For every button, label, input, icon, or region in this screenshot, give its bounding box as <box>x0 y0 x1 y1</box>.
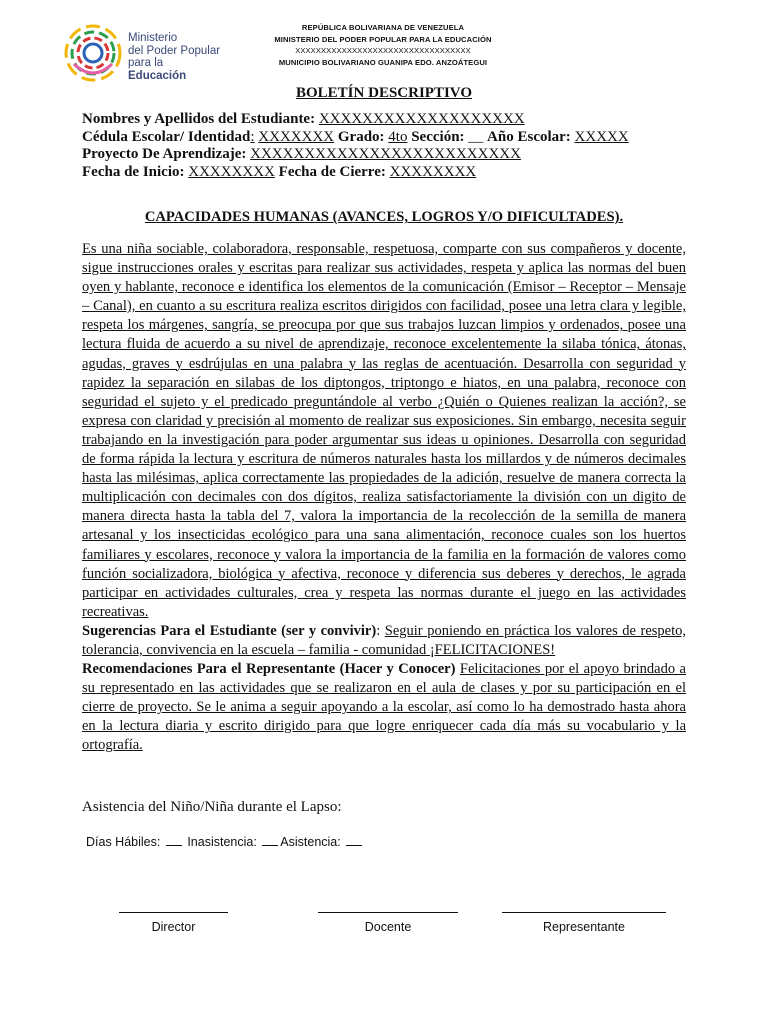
suggestions-label: Sugerencias Para el Estudiante (ser y convivir) <box>82 622 377 639</box>
capacities-title: CAPACIDADES HUMANAS (AVANCES, LOGROS Y/O DIFICULTADES). <box>144 209 624 225</box>
report-body <box>82 240 686 756</box>
ministry-logo-icon <box>64 24 122 82</box>
grade-label: Grado: <box>337 128 385 145</box>
working-days-blank <box>166 833 182 846</box>
dates-row <box>82 164 702 182</box>
page-title: BOLETÍN DESCRIPTIVO <box>296 85 472 101</box>
end-date-label: Fecha de Cierre: <box>278 163 386 180</box>
attendance-count-label: Asistencia: <box>280 835 341 849</box>
project-row <box>82 146 702 164</box>
header-country: REPÚBLICA BOLIVARIANA DE VENEZUELA <box>301 23 465 32</box>
representative-signature-line <box>502 912 666 913</box>
recommendations-text: Felicitaciones por el apoyo brindado a su representado en las actividades que se realizaron en el aula de clases y por su participación en el cierre de proyecto. Se le anima a seguir apoyando a la escolar, así como lo ha demostrado hasta ahora en la lectura diaria y escrito dirigido para que logre enriquecer cada día más su vocabulario y la ortografía. <box>82 661 686 754</box>
project-label: Proyecto De Aprendizaje: <box>82 146 247 162</box>
suggestions-text: Seguir poniendo en práctica los valores de respeto, tolerancia, convivencia en la escuela – familia - comunidad ¡FELICITACIONES! <box>82 622 686 658</box>
end-date-value: XXXXXXXX <box>389 163 477 180</box>
student-id-label: Cédula Escolar/ Identidad <box>82 128 251 145</box>
school-year-value: XXXXX <box>574 128 629 145</box>
header-municipality: MUNICIPIO BOLIVARIANO GUANIPA EDO. ANZOÁTEGUI <box>278 57 488 67</box>
ministry-logo-text <box>128 32 224 82</box>
start-date-value: XXXXXXXX <box>188 163 275 180</box>
working-days-label: Días Hábiles: <box>86 835 161 849</box>
logo-line-3a: para la <box>128 57 164 69</box>
attendance-row <box>86 833 364 849</box>
logo-line-3b: Educación <box>128 69 187 82</box>
header-ministry: MINISTERIO DEL PODER POPULAR PARA LA EDUCACIÓN <box>274 34 492 44</box>
section-label: Sección: <box>411 128 465 145</box>
capacities-text: Es una niña sociable, colaboradora, responsable, respetuosa, comparte con sus compañeros y docente, sigue instrucciones orales y escritas para realizar sus actividades, respeta y aplica las normas del buen oyen y hablante, reconoce e identifica los elementos de la comunicación (Emisor – Receptor – Mensaje – Canal), en cuanto a su escritura realiza escritos dirigidos con facilidad, posee una letra clara y legible, respeta los márgenes, sangría, se preocupa por que sus trabajos luzcan limpios y ordenados, posee una lectura fluida de acuerdo a su nivel de aprendizaje, reconoce excelentemente la silaba tónica, átonas, agudas, graves y esdrújulas en una palabra y las reglas de acentuación. Desarrolla con seguridad y rapidez la separación en silabas de los diptongos, triptongo e hiatos, en una palabra, reconoce con seguridad el sujeto y el predicado preguntándole al verbo ¿Quién o Quienes realizan la acción?, se expresa con claridad y precisión al momento de realizar sus exposiciones. Sin embargo, necesita seguir trabajando en la investigación para poder argumentar sus ideas u opiniones. Desarrolla con seguridad de forma rápida la lectura y escritura de números naturales hasta los millardos y de números decimales hasta las milésimas, aplica correctamente las propiedades de la adición, resuelve de manera correcta la multiplicación con decimales con dos dígitos, realiza satisfactoriamente la división con un digito de manera directa hasta la tabla del 7, valora la importancia de la recolección de la semilla de manera artesanal y los insecticidas ecológico para una sana alimentación, reconoce cuales son los huertos familiares y escolares, reconoce y valora la importancia de la familia en la formación de valores como función socializadora, biológica y afectiva, reconoce y diferencia sus deberes y derechos, le agrada participar en actividades culturales, crea y respeta las normas durante el juego en las actividades recreativas. <box>82 241 686 620</box>
attendance-count-blank <box>346 833 362 846</box>
student-name-value: XXXXXXXXXXXXXXXXXXX <box>318 111 525 127</box>
suggestions-colon: : <box>376 622 385 639</box>
grade-value: 4to <box>388 128 408 145</box>
student-name-row <box>82 111 702 129</box>
start-date-label: Fecha de Inicio: <box>82 163 185 180</box>
project-value: XXXXXXXXXXXXXXXXXXXXXXXXX <box>250 146 521 162</box>
logo-line-2: del Poder Popular <box>128 44 221 57</box>
absences-label: Inasistencia: <box>187 835 257 849</box>
student-name-label: Nombres y Apellidos del Estudiante: <box>82 111 316 127</box>
student-id-row <box>82 129 702 147</box>
absences-blank <box>262 833 278 846</box>
logo-line-3 <box>128 57 224 82</box>
logo-line-1: Ministerio <box>128 32 178 44</box>
header-school: XXXXXXXXXXXXXXXXXXXXXXXXXXXXXXXXXX <box>295 46 471 56</box>
attendance-heading: Asistencia del Niño/Niña durante el Lapso: <box>82 799 342 815</box>
teacher-signature-line <box>318 912 458 913</box>
section-value: __ <box>468 128 484 145</box>
school-year-label: Año Escolar: <box>487 128 571 145</box>
recommendations-label: Recomendaciones Para el Representante (Hacer y Conocer) <box>82 661 456 678</box>
director-label: Director <box>151 920 196 934</box>
document-header <box>250 22 516 68</box>
student-id-value: XXXXXXX <box>258 128 335 145</box>
ministry-logo <box>64 24 224 86</box>
director-signature-line <box>119 912 228 913</box>
student-info <box>82 111 702 181</box>
teacher-label: Docente <box>364 920 412 934</box>
student-id-colon: : <box>250 128 255 145</box>
representative-label: Representante <box>542 920 625 934</box>
